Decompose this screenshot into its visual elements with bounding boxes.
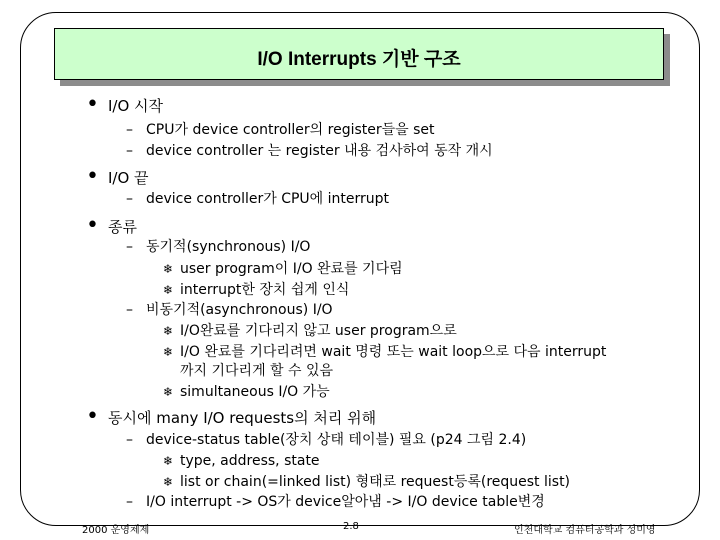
footer-author: 인천대학교 컴퓨터공학과 성미영 (514, 525, 656, 536)
dash-icon: – (126, 494, 133, 510)
dash-icon: – (126, 432, 133, 448)
dash-icon: – (126, 143, 133, 159)
snowflake-icon: ❄ (163, 324, 174, 338)
dash-icon: – (126, 122, 133, 138)
footer-course: 2000 운영체제 (82, 525, 150, 536)
bullet-many-requests: 동시에 many I/O requests의 처리 위해 (108, 409, 377, 427)
sub-item: device controller가 CPU에 interrupt (146, 191, 390, 207)
sub-item: 동기적(synchronous) I/O (146, 239, 311, 255)
slide-title: I/O Interrupts 기반 구조 (257, 48, 461, 70)
snowflake-icon: ❄ (163, 283, 174, 297)
sub-item: device-status table(장치 상태 테이블) 필요 (p24 그림 2.4) (146, 432, 527, 448)
bullet-io-start: I/O 시작 (108, 97, 164, 115)
snowflake-icon: ❄ (163, 454, 174, 468)
dash-icon: – (126, 239, 133, 255)
bullet-icon: • (86, 404, 99, 429)
sub-item: 비동기적(asynchronous) I/O (146, 302, 333, 318)
bullet-icon: • (86, 92, 99, 117)
sub-item: CPU가 device controller의 register들을 set (146, 122, 435, 138)
bullet-types: 종류 (108, 218, 137, 236)
sub-sub-item: list or chain(=linked list) 형태로 request등록(request list) (180, 474, 571, 490)
dash-icon: – (126, 302, 133, 318)
sub-sub-item: user program이 I/O 완료를 기다림 (180, 261, 403, 277)
snowflake-icon: ❄ (163, 345, 174, 359)
snowflake-icon: ❄ (163, 475, 174, 489)
bullet-icon: • (86, 164, 99, 189)
sub-sub-item: interrupt한 장치 쉽게 인식 (180, 282, 350, 298)
sub-sub-item: I/O 완료를 기다리려면 wait 명령 또는 wait loop으로 다음 interrupt (180, 344, 607, 360)
sub-sub-item: I/O완료를 기다리지 않고 user program으로 (180, 323, 457, 339)
bullet-io-end: I/O 끝 (108, 169, 149, 187)
sub-item: device controller 는 register 내용 검사하여 동작 개시 (146, 143, 493, 159)
sub-sub-item: simultaneous I/O 가능 (180, 384, 330, 400)
snowflake-icon: ❄ (163, 385, 174, 399)
dash-icon: – (126, 191, 133, 207)
footer-page-number: 2.8 (343, 521, 359, 532)
sub-sub-item: type, address, state (180, 453, 320, 469)
sub-sub-item-continuation: 까지 기다리게 할 수 있음 (180, 363, 334, 379)
snowflake-icon: ❄ (163, 262, 174, 276)
bullet-icon: • (86, 213, 99, 238)
sub-item: I/O interrupt -> OS가 device알아냄 -> I/O device table변경 (146, 494, 545, 510)
